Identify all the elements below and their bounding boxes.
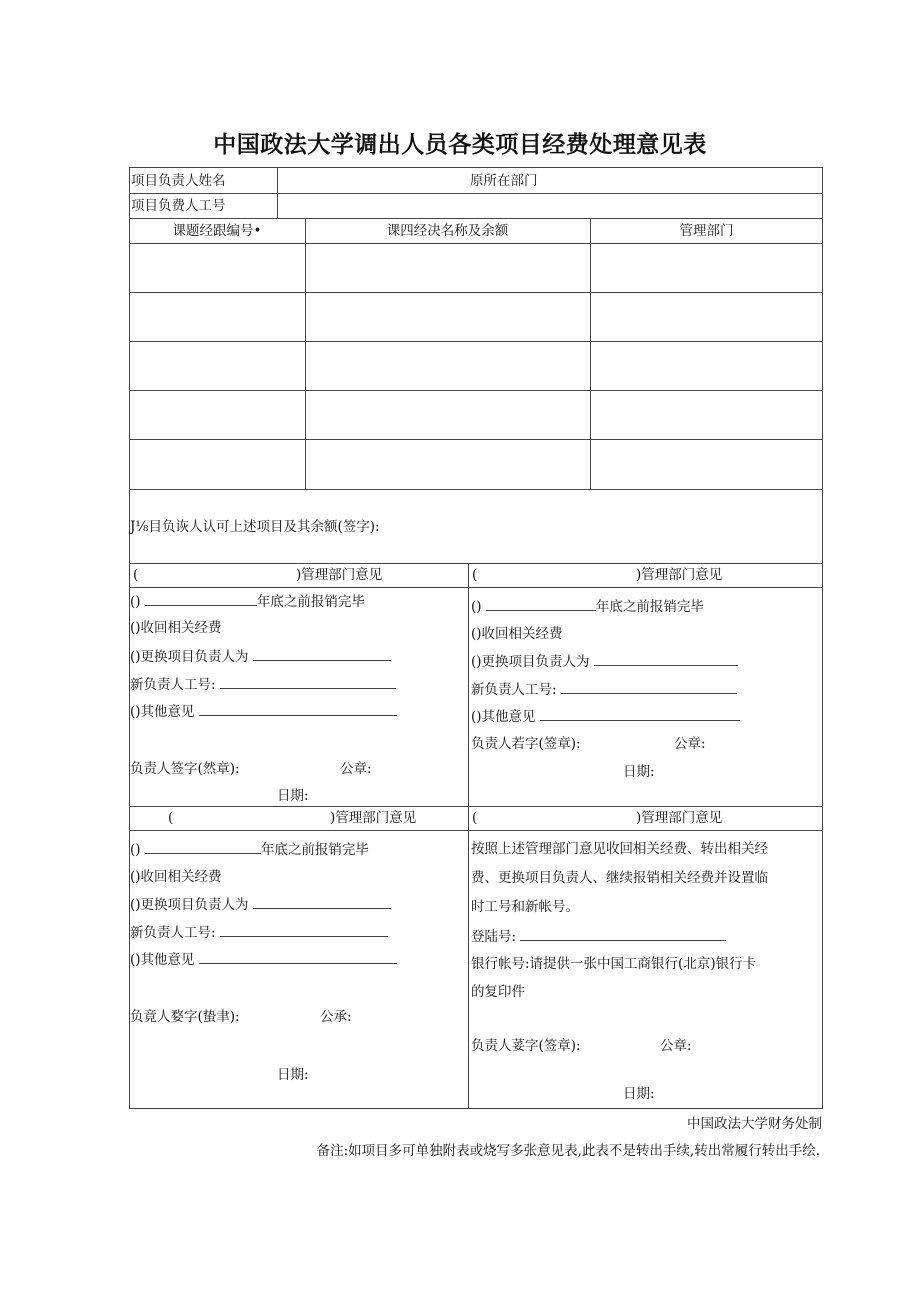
panel-b-header: )管理部门意见 [636,567,723,583]
panel-c-option-deadline[interactable]: () 年底之前报销完毕 [130,842,369,858]
panel-a-option-replace[interactable]: ()更换项目负责人为 [130,647,391,666]
col-project-name-balance: 课四经决名称及余额 [386,223,509,239]
panel-c-option-recover[interactable]: ()收回相关经费 [130,869,222,885]
login-field[interactable] [520,927,726,941]
name-field[interactable] [278,168,458,192]
panel-b-option-deadline[interactable]: () 年底之前报销完毕 [471,599,704,615]
panel-a-date: 日期: [277,788,309,804]
panel-a-signature: 负责人签字(然章): [130,761,240,777]
panel-d-header-open: ( [472,810,478,826]
panel-d-bank-line1: 银行帐号:请提供一张中国工商银行(北京)银行卡 [471,956,757,972]
panel-a-option-other[interactable]: ()其他意见 [130,702,397,721]
table-row [129,390,823,391]
panel-c-date: 日期: [277,1067,309,1083]
panel-d-login: 登陆号: [471,927,726,946]
panel-a-seal: 公章: [340,761,372,777]
panel-a-option-deadline[interactable]: () 年底之前报销完毕 [130,594,365,610]
panel-c-seal: 公承: [320,1009,352,1025]
panel-a-header: )管理部门意见 [296,567,383,583]
panel-c-option-replace[interactable]: ()更换项目负责人为 [130,895,391,914]
issuer-label: 中国政法大学财务处制 [687,1116,822,1132]
page-title: 中国政法大学调出人员各类项目经费处理意见表 [213,132,707,158]
panel-d-signature: 负责人荽字(签章): [471,1038,581,1054]
panel-c-new-id: 新负责人工号: [130,923,388,942]
panel-d-seal: 公章: [660,1038,692,1054]
staff-id-field[interactable] [278,194,820,217]
panel-d-text-line2: 费、更换项目负责人、继续报销相关经费并设置临 [471,870,768,886]
panel-d-text-line3: 时工号和新帐号。 [471,899,579,915]
year-field[interactable] [486,597,596,611]
panel-a-option-recover[interactable]: ()收回相关经费 [130,620,222,636]
remark-note: 备注:如项目多可单独附表或烧写多张意见表,此表不是转出手续,转出常履行转出手绘. [316,1143,820,1159]
panel-c-signature: 负竟人婺字(蛰聿): [130,1009,240,1025]
other-opinion-field[interactable] [199,950,397,964]
panel-b-option-recover[interactable]: ()收回相关经费 [471,626,563,642]
panel-a-new-id: 新负责人工号: [130,675,396,694]
other-opinion-field[interactable] [199,702,397,716]
panel-c-header-open: ( [168,810,174,826]
other-opinion-field[interactable] [540,707,740,721]
panel-d-date: 日期: [623,1086,655,1102]
col-managing-dept: 管理部门 [679,223,734,239]
panel-b-option-replace[interactable]: ()更换项目负责人为 [471,652,738,671]
new-leader-field[interactable] [594,652,738,666]
panel-c-header: )管理部门意见 [330,810,417,826]
table-row [129,292,823,293]
confirm-signature-label: J⅛目负诙人认可上述项目及其余额(签字): [130,519,380,535]
table-row [129,439,823,440]
new-id-field[interactable] [220,675,396,689]
new-leader-field[interactable] [253,895,391,909]
new-leader-field[interactable] [253,647,391,661]
table-row [129,341,823,342]
panel-b-new-id: 新负责人工号: [471,680,737,699]
year-field[interactable] [145,592,257,606]
panel-b-header-open: ( [472,567,478,583]
col-project-code: 课题经跟编号• [172,223,262,239]
panel-a-header-open: ( [133,567,139,583]
panel-b-seal: 公章: [674,736,706,752]
panel-b-option-other[interactable]: ()其他意见 [471,707,740,726]
panel-c-option-other[interactable]: ()其他意见 [130,950,397,969]
panel-b-signature: 负责人若字(签章): [471,736,581,752]
panel-b-date: 日期: [623,764,655,780]
name-label: 项目负责人姓名 [131,173,226,189]
panel-d-bank-line2: 的复印件 [471,984,525,1000]
staff-id-label: 项目负费人工号 [131,198,226,214]
panel-d-header: )管理部门意见 [636,810,723,826]
dept-field[interactable] [560,168,820,192]
panel-d-text-line1: 按照上述管理部门意见收回相关经费、转出相关经 [471,841,768,857]
new-id-field[interactable] [220,923,388,937]
new-id-field[interactable] [561,680,737,694]
year-field[interactable] [145,840,261,854]
dept-label: 原所在部门 [470,173,538,189]
